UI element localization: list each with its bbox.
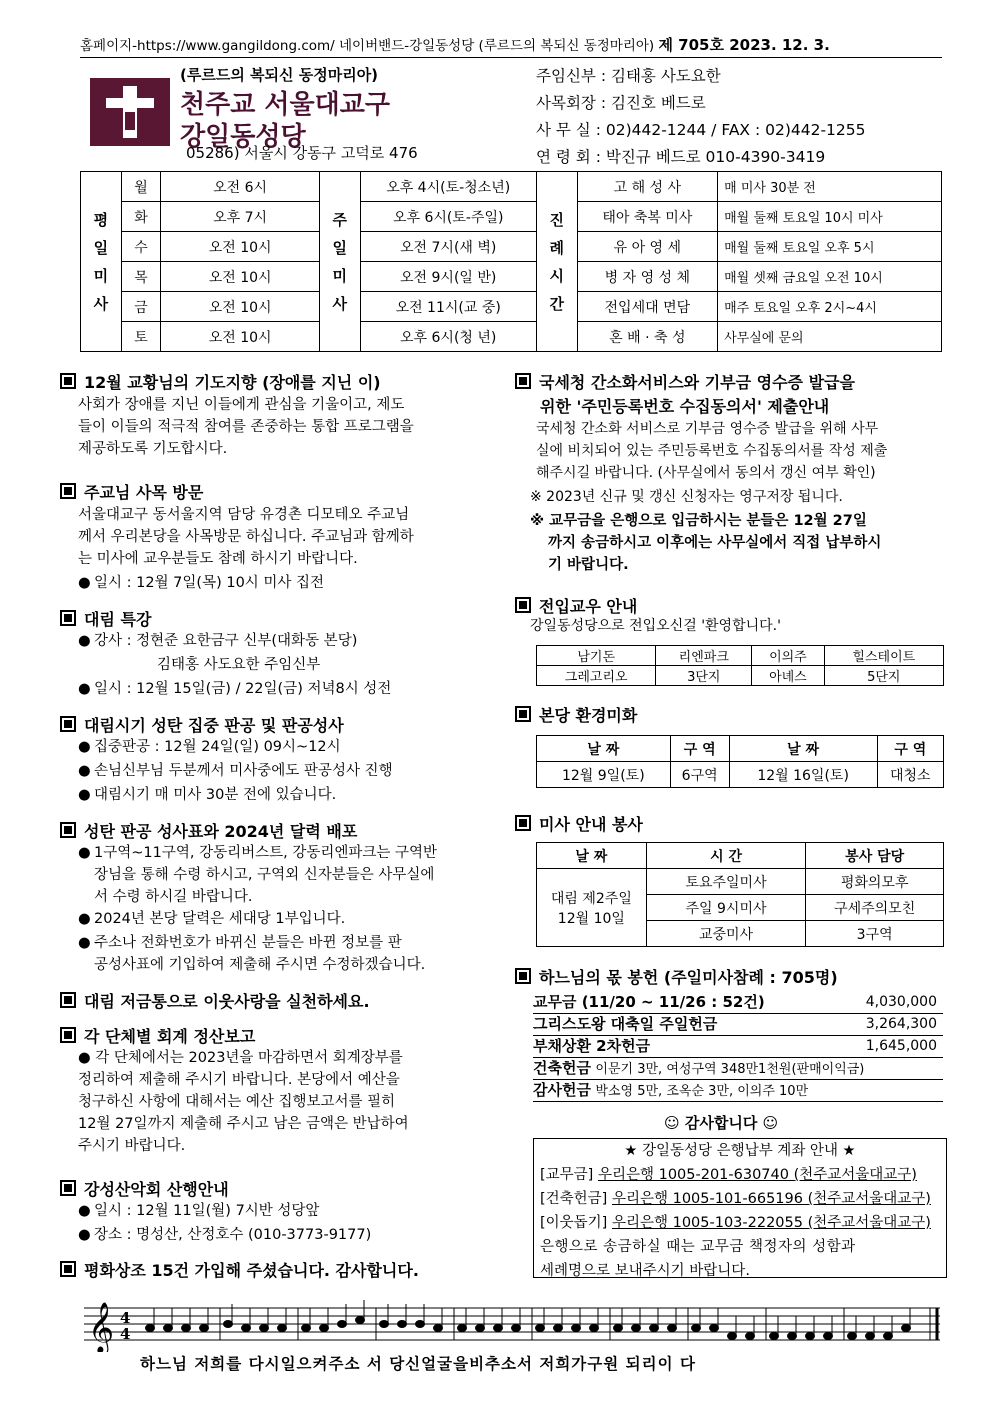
cleaning-head-area: 구 역 [670, 736, 729, 762]
service-date: 대림 제2주일 12월 10일 [537, 869, 647, 947]
day-cell: 금 [121, 292, 161, 322]
music-note [320, 1325, 329, 1332]
sunday-time: 오후 4시(토-청소년) [360, 172, 536, 202]
section-pope-prayer-title: 12월 교황님의 기도지향 (장애를 지닌 이) [60, 370, 381, 393]
hiking-date: ● 일시 : 12월 11일(월) 7시반 성당앞 [78, 1203, 320, 1219]
music-note [710, 1325, 719, 1332]
music-note [770, 1333, 779, 1340]
patron-name: (루르드의 복되신 동정마리아) [180, 66, 379, 84]
service-head-time: 시 간 [646, 843, 806, 869]
bank-note-1: 은행으로 송금하실 때는 교무금 책정자의 성함과 [540, 1239, 856, 1255]
contact-council: 사목회장 : 김진호 베드로 [536, 94, 706, 112]
section-tax-body: 국세청 간소화 서비스로 기부금 영수증 발급을 위해 사무 실에 비치되어 있는 주민등록번호 수집동의서를 작성 제출 해주시길 바랍니다. (사무실에서 동의서 갱신 여부 확인) [536, 421, 888, 481]
parish-address: 05286) 서울시 강동구 고덕로 476 [186, 144, 418, 162]
music-note [398, 1321, 407, 1328]
cleaning-date: 12월 16일(토) [729, 762, 877, 788]
section-newcomers-title: 전입교우 안내 [515, 594, 637, 617]
thanks-text: ☺ 감사합니다 ☺ [664, 1114, 779, 1132]
sacrament-name: 유 아 영 세 [577, 232, 718, 262]
sunday-time: 오전 7시(새 벽) [360, 232, 536, 262]
section-tax-title-2: 위한 '주민등록번호 수집동의서' 제출안내 [540, 397, 830, 416]
music-note [380, 1321, 389, 1328]
section-accounting-body: ● 각 단체에서는 2023년을 마감하면서 회계장부를 정리하여 제출해 주시기 바랍니다. 본당에서 예산을 청구하신 사항에 대해서는 예산 집행보고서를 필히 12월 27일까지 제출해 주시고 남은 금액은 반납하여 주시기 바랍니다. [78, 1050, 409, 1154]
diocese-name: 천주교 서울대교구 [180, 90, 390, 120]
parish-logo [90, 78, 170, 146]
offering-row: 교무금 (11/20 ~ 11/26 : 52건) 4,030,000 [533, 992, 943, 1014]
hiking-place: ● 장소 : 명성산, 산정호수 (010-3773-9177) [78, 1227, 372, 1243]
sunday-time: 오전 11시(교 중) [360, 292, 536, 322]
music-note [728, 1333, 737, 1340]
sunday-time: 오전 9시(일 반) [360, 262, 536, 292]
treble-clef-icon: 𝄞 [88, 1302, 115, 1352]
sacrament-name: 태아 축복 미사 [577, 202, 718, 232]
section-piggybank-title: 대림 저금통으로 이웃사랑을 실천하세요. [60, 989, 370, 1012]
service-duty: 평화의모후 [806, 869, 944, 895]
contact-office: 사 무 실 : 02)442-1244 / FAX : 02)442-1255 [536, 121, 866, 139]
day-cell: 토 [121, 322, 161, 352]
newcomer-complex: 5단지 [824, 666, 943, 686]
weekday-time: 오전 10시 [161, 262, 319, 292]
music-note [242, 1325, 251, 1332]
calendar-bullet-2: ● 2024년 본당 달력은 세대당 1부입니다. [78, 911, 346, 927]
music-note [590, 1325, 599, 1332]
cleaning-head-date: 날 짜 [729, 736, 877, 762]
sacrament-note: 매 미사 30분 전 [718, 172, 942, 202]
weekday-time: 오전 10시 [161, 232, 319, 262]
bank-line: [이웃돕기] 우리은행 1005-103-222055 (천주교서울대교구) [540, 1215, 931, 1231]
music-note [866, 1333, 875, 1340]
weekday-time: 오후 7시 [161, 202, 319, 232]
music-note [146, 1325, 155, 1332]
mass-service-table [536, 842, 944, 947]
sacrament-name: 고 해 성 사 [577, 172, 718, 202]
offering-row: 부채상환 2차헌금 1,645,000 [533, 1036, 943, 1058]
music-note [824, 1333, 833, 1340]
sacrament-name: 전입세대 면담 [577, 292, 718, 322]
service-head-duty: 봉사 담당 [806, 843, 944, 869]
tax-note-1: ※ 2023년 신규 및 갱신 신청자는 영구저장 됩니다. [530, 489, 843, 505]
music-note [416, 1321, 425, 1328]
cleaning-date: 12월 9일(토) [537, 762, 671, 788]
music-note [614, 1325, 623, 1332]
newcomer-area: 리엔파크 [656, 646, 752, 666]
offering-list [533, 992, 943, 1102]
newcomer-baptismal: 아녜스 [752, 666, 824, 686]
bishop-visit-date: ● 일시 : 12월 7일(목) 10시 미사 집전 [78, 575, 325, 591]
bank-line: [교무금] 우리은행 1005-201-630740 (천주교서울대교구) [540, 1167, 917, 1183]
calendar-bullet-1: ● 1구역~11구역, 강동리버스트, 강동리엔파크는 구역반 장님을 통해 수령 하시고, 구역외 신자분들은 사무실에 서 수령 하시길 바랍니다. [78, 845, 438, 905]
cleaning-area: 6구역 [670, 762, 729, 788]
cleaning-table [536, 735, 944, 788]
music-note [692, 1325, 701, 1332]
service-time: 토요주일미사 [646, 869, 806, 895]
music-note [458, 1325, 467, 1332]
music-note [536, 1325, 545, 1332]
section-pope-prayer-body: 사회가 장애를 지닌 이들에게 관심을 기울이고, 제도 들이 이들의 적극적 참여를 존중하는 통합 프로그램을 제공하도록 기도합시다. [78, 397, 414, 457]
music-note [200, 1325, 209, 1332]
music-note [338, 1321, 347, 1328]
contact-pastor: 주임신부 : 김태홍 사도요한 [536, 67, 721, 85]
time-signature-top: 4 [120, 1309, 131, 1327]
music-note [572, 1325, 581, 1332]
section-mass-service-title: 미사 안내 봉사 [515, 812, 643, 835]
sacrament-note: 매주 토요일 오후 2시~4시 [718, 292, 942, 322]
newcomers-welcome: 강일동성당으로 전입오신걸 '환영합니다.' [530, 618, 781, 634]
newcomer-complex: 3단지 [656, 666, 752, 686]
lecture-speaker-2: 김태홍 사도요한 주임신부 [157, 657, 321, 673]
sacrament-note: 매월 둘째 토요일 오후 5시 [718, 232, 942, 262]
section-bishop-visit-title: 주교님 사목 방문 [60, 480, 203, 503]
service-duty: 구세주의모친 [806, 895, 944, 921]
section-confession-title: 대림시기 성탄 집중 판공 및 판공성사 [60, 713, 344, 736]
section-mutual-aid-title: 평화상조 15건 가입해 주셨습니다. 감사합니다. [60, 1258, 419, 1281]
section-tax-title: 국세청 간소화서비스와 기부금 영수증 발급을 [515, 370, 855, 393]
music-note [182, 1325, 191, 1332]
music-note [902, 1325, 911, 1332]
music-note [278, 1325, 287, 1332]
sunday-time: 오후 6시(청 년) [360, 322, 536, 352]
time-signature-bottom: 4 [120, 1325, 131, 1343]
offering-row: 감사헌금 박소영 5만, 조옥순 3만, 이의주 10만 [533, 1080, 943, 1102]
music-note [494, 1325, 503, 1332]
day-cell: 목 [121, 262, 161, 292]
cleaning-area: 대청소 [877, 762, 943, 788]
cleaning-head-area: 구 역 [877, 736, 943, 762]
service-duty: 3구역 [806, 921, 944, 947]
weekday-mass-label: 평 일 미 사 [81, 172, 122, 352]
sacrament-name: 혼 배 · 축 성 [577, 322, 718, 352]
music-note [884, 1333, 893, 1340]
section-offering-title: 하느님의 몫 봉헌 (주일미사참례 : 705명) [515, 965, 838, 988]
confession-bullet-3: ● 대림시기 매 미사 30분 전에 있습니다. [78, 787, 337, 803]
bank-header: ★ 강일동성당 은행납부 계좌 안내 ★ [624, 1143, 856, 1159]
music-note [746, 1333, 755, 1340]
service-time: 주일 9시미사 [646, 895, 806, 921]
section-advent-lecture-title: 대림 특강 [60, 607, 151, 630]
newcomer-name: 남기돈 [537, 646, 656, 666]
sunday-mass-label: 주 일 미 사 [319, 172, 360, 352]
sacrament-name: 병 자 영 성 체 [577, 262, 718, 292]
lecture-date: ● 일시 : 12월 15일(금) / 22일(금) 저녁8시 성전 [78, 681, 392, 697]
confession-bullet-1: ● 집중판공 : 12월 24일(일) 09시~12시 [78, 739, 341, 755]
section-cleaning-title: 본당 환경미화 [515, 703, 637, 726]
website-band-text: 홈페이지-https://www.gangildong.com/ 네이버밴드-강일동성당 (루르드의 복되신 동정마리아) [80, 38, 655, 54]
music-lyrics: 하느님 저희를 다시일으켜주소 서 당신얼굴을비추소서 저희가구원 되리이 다 [140, 1355, 696, 1373]
calendar-bullet-3: ● 주소나 전화번호가 바뀌신 분들은 바뀐 정보를 판 공성사표에 기입하여 제출해 주시면 수정하겠습니다. [78, 935, 426, 973]
music-note [788, 1333, 797, 1340]
bank-account-box [533, 1138, 947, 1278]
contact-funeral: 연 령 회 : 박진규 베드로 010-4390-3419 [536, 148, 826, 166]
music-note [476, 1325, 485, 1332]
music-note [668, 1325, 677, 1332]
section-calendar-title: 성탄 판공 성사표와 2024년 달력 배포 [60, 819, 357, 842]
music-note [260, 1325, 269, 1332]
newcomer-baptismal: 그레고리오 [537, 666, 656, 686]
music-note [356, 1317, 365, 1324]
service-head-date: 날 짜 [537, 843, 647, 869]
confession-bullet-2: ● 손님신부님 두분께서 미사중에도 판공성사 진행 [78, 763, 393, 779]
service-time: 교중미사 [646, 921, 806, 947]
weekday-time: 오전 10시 [161, 322, 319, 352]
sacrament-note: 매월 셋째 금요일 오전 10시 [718, 262, 942, 292]
sacrament-note: 매월 둘째 토요일 10시 미사 [718, 202, 942, 232]
newcomers-table [536, 645, 944, 686]
tax-note-2: ※ 교무금을 은행으로 입금하시는 분들은 12월 27일 까지 송금하시고 이후에는 사무실에서 직접 납부하시 기 바랍니다. [530, 513, 882, 573]
cleaning-head-date: 날 짜 [537, 736, 671, 762]
newcomer-area: 힐스테이트 [824, 646, 943, 666]
music-note [632, 1325, 641, 1332]
top-info-line [80, 34, 942, 58]
music-note [434, 1325, 443, 1332]
weekday-time: 오전 10시 [161, 292, 319, 322]
issue-number: 제 705호 2023. 12. 3. [658, 36, 830, 54]
music-note [224, 1321, 233, 1328]
offering-row: 그리스도왕 대축일 주일헌금 3,264,300 [533, 1014, 943, 1036]
section-hiking-title: 강성산악회 산행안내 [60, 1177, 229, 1200]
lecture-speaker: ● 강사 : 정현준 요한금구 신부(대화동 본당) [78, 633, 358, 649]
music-note [554, 1325, 563, 1332]
section-accounting-title: 각 단체별 회계 정산보고 [60, 1024, 255, 1047]
day-cell: 수 [121, 232, 161, 262]
newcomer-name: 이의주 [752, 646, 824, 666]
section-bishop-visit-body: 서울대교구 동서울지역 담당 유경촌 디모테오 주교님 께서 우리본당을 사목방문 하십니다. 주교님과 함께하 는 미사에 교우분들도 참례 하시기 바랍니다. [78, 507, 414, 567]
bank-note-2: 세례명으로 보내주시기 바랍니다. [540, 1263, 750, 1279]
bank-line: [건축헌금] 우리은행 1005-101-665196 (천주교서울대교구) [540, 1191, 931, 1207]
day-cell: 월 [121, 172, 161, 202]
music-staff [84, 1300, 944, 1352]
sacrament-label: 진 례 시 간 [536, 172, 577, 352]
day-cell: 화 [121, 202, 161, 232]
music-note [164, 1325, 173, 1332]
sacrament-note: 사무실에 문의 [718, 322, 942, 352]
sunday-time: 오후 6시(토-주일) [360, 202, 536, 232]
music-note [650, 1325, 659, 1332]
music-note [302, 1325, 311, 1332]
parish-name: 강일동성당 [180, 122, 306, 152]
music-note [806, 1333, 815, 1340]
mass-schedule-table [80, 171, 942, 352]
music-note [848, 1333, 857, 1340]
offering-row: 건축헌금 이문기 3만, 여성구역 348만1천원(판매이익금) [533, 1058, 943, 1080]
weekday-time: 오전 6시 [161, 172, 319, 202]
music-note [512, 1325, 521, 1332]
